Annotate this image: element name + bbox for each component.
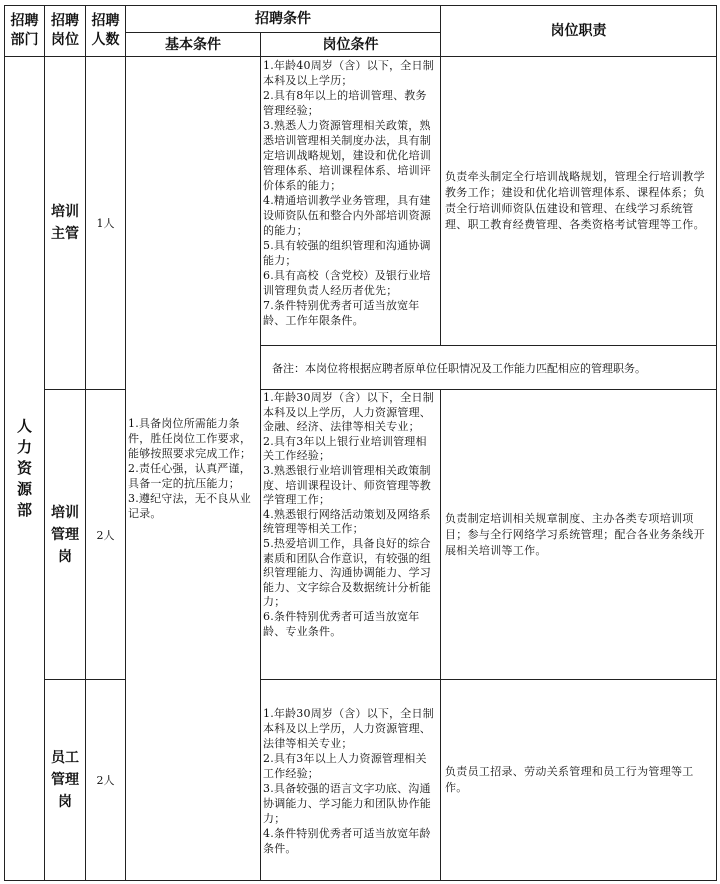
list-item: 3.具备较强的语言文字功底、沟通协调能力、学习能力和团队协作能力； (263, 781, 431, 825)
table-row (5, 57, 717, 346)
list-item: 2.具有8年以上的培训管理、教务管理经验； (263, 89, 427, 117)
list-item: 2.责任心强，认真严谨，具备一定的抗压能力； (128, 462, 251, 490)
list-item: 2.具有3年以上人力资源管理相关工作经验； (263, 751, 427, 780)
list-item: 3.熟悉银行业培训管理相关政策制度、培训课程设计、师资管理等教学管理工作； (263, 463, 431, 507)
requirements-list (263, 391, 437, 639)
position-requirements (261, 57, 441, 346)
list-item: 3.熟悉人力资源管理相关政策，熟悉培训管理相关制度办法，具有制定培训战略规划，建设和优化培训管理体系、培训课程体系、培训评价体系的能力； (263, 119, 431, 192)
list-item: 1.年龄30周岁（含）以下，全日制本科及以上学历，人力资源管理、法律等相关专业； (263, 706, 434, 750)
list-item: 4.熟悉银行网络活动策划及网络系统管理等相关工作； (263, 507, 431, 536)
position-duties: 负责制定培训相关规章制度、主办各类专项培训项目；参与全行网络学习系统管理；配合各业务条线开展相关培训等工作。 (441, 390, 717, 680)
header-duties: 岗位职责 (441, 6, 717, 57)
position-requirements (261, 390, 441, 680)
header-position-requirements: 岗位条件 (261, 33, 441, 57)
list-item: 5.热爱培训工作，具备良好的综合素质和团队合作意识，有较强的组织管理能力、沟通协调能力、学习能力、文字综合及数据统计分析能力； (263, 536, 431, 609)
list-item: 1.具备岗位所需能力条件，胜任岗位工作要求，能够按照要求完成工作； (128, 417, 252, 460)
position-count: 2人 (86, 680, 126, 881)
table-row (5, 390, 717, 680)
list-item: 4.条件特别优秀者可适当放宽年龄条件。 (263, 826, 431, 855)
header-count: 招聘 人数 (86, 6, 126, 57)
basic-conditions (126, 57, 261, 881)
list-item: 2.具有3年以上银行业培训管理相关工作经验； (263, 434, 427, 463)
list-item: 1.年龄40周岁（含）以下，全日制本科及以上学历； (263, 59, 434, 87)
position-requirements (261, 680, 441, 881)
header-basic-conditions: 基本条件 (126, 33, 261, 57)
list-item: 7.条件特别优秀者可适当放宽年龄、工作年限条件。 (263, 299, 420, 327)
header-dept: 招聘 部门 (5, 6, 45, 57)
header-position: 招聘 岗位 (45, 6, 86, 57)
position-title: 培训 管理 岗 (45, 390, 86, 680)
position-title: 培训 主管 (45, 57, 86, 390)
list-item: 6.具有高校（含党校）及银行业培训管理负责人经历者优先； (263, 269, 431, 297)
position-count: 1人 (86, 57, 126, 390)
position-duties: 负责牵头制定全行培训战略规划，管理全行培训教学教务工作；建设和优化培训管理体系、课程体系；负责全行培训师资队伍建设和管理、在线学习系统管理、职工教育经费管理、各类资格考试管理等工作。 (441, 57, 717, 346)
position-count: 2人 (86, 390, 126, 680)
header-conditions: 招聘条件 (126, 6, 441, 33)
department-name: 人 力 资 源 部 (5, 57, 45, 881)
requirements-list (263, 706, 437, 856)
list-item: 1.年龄30周岁（含）以下，全日制本科及以上学历，人力资源管理、金融、经济、法律等相关专业； (263, 391, 434, 434)
position-duties: 负责员工招录、劳动关系管理和员工行为管理等工作。 (441, 680, 717, 881)
requirements-list (263, 58, 437, 328)
basic-conditions-list (128, 416, 258, 521)
remark-note: 备注：本岗位将根据应聘者原单位任职情况及工作能力匹配相应的管理职务。 (261, 346, 717, 390)
list-item: 3.遵纪守法，无不良从业记录。 (128, 492, 251, 520)
list-item: 5.具有较强的组织管理和沟通协调能力； (263, 239, 431, 267)
list-item: 6.条件特别优秀者可适当放宽年龄、专业条件。 (263, 609, 420, 638)
recruitment-table (4, 5, 717, 881)
list-item: 4.精通培训教学业务管理，具有建设师资队伍和整合内外部培训资源的能力； (263, 194, 431, 237)
table-row (5, 680, 717, 881)
position-title: 员工 管理 岗 (45, 680, 86, 881)
